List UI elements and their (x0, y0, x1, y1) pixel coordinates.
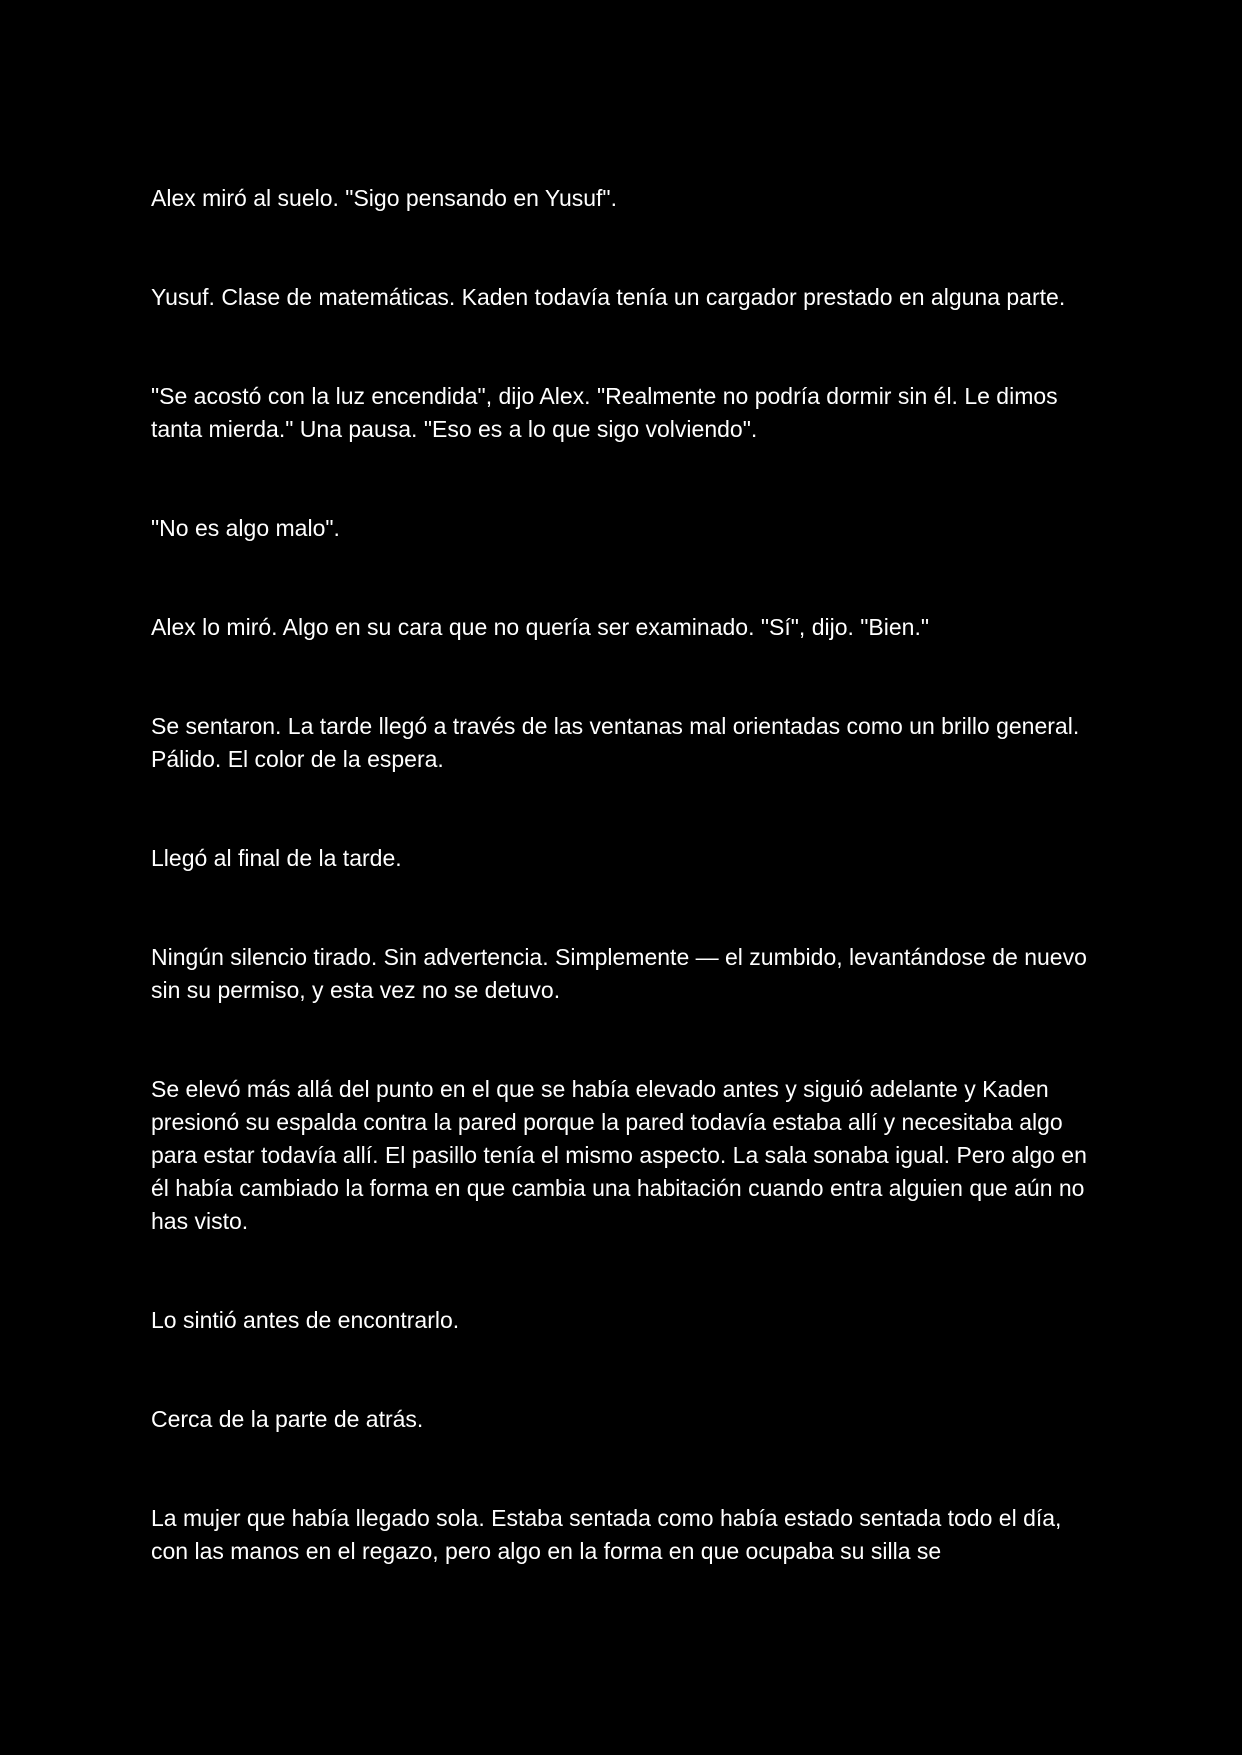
paragraph-7: Llegó al final de la tarde. (151, 845, 402, 871)
paragraph-9: Se elevó más allá del punto en el que se había elevado antes y siguió adelante y Kaden presionó su espalda contra la pared porque la pared todavía estaba allí y necesitaba algo para estar todavía allí. El pasillo tenía el mismo aspecto. La sala sonaba igual. Pero algo en él había cambiado la forma en que cambia una habitación cuando entra alguien que aún no has visto. (151, 1076, 1087, 1234)
paragraph-12: La mujer que había llegado sola. Estaba sentada como había estado sentada todo el día, con las manos en el regazo, pero algo en la forma en que ocupaba su silla se (151, 1505, 1062, 1564)
paragraph-3: "Se acostó con la luz encendida", dijo Alex. "Realmente no podría dormir sin él. Le dimos tanta mierda." Una pausa. "Eso es a lo que sigo volviendo". (151, 383, 1058, 442)
document-page (151, 182, 1101, 1634)
paragraph-11: Cerca de la parte de atrás. (151, 1406, 424, 1432)
paragraph-1: Alex miró al suelo. "Sigo pensando en Yusuf". (151, 185, 617, 211)
paragraph-2: Yusuf. Clase de matemáticas. Kaden todavía tenía un cargador prestado en alguna parte. (151, 284, 1066, 310)
paragraph-5: Alex lo miró. Algo en su cara que no quería ser examinado. "Sí", dijo. "Bien." (151, 614, 930, 640)
paragraph-8: Ningún silencio tirado. Sin advertencia. Simplemente — el zumbido, levantándose de nuevo sin su permiso, y esta vez no se detuvo. (151, 944, 1087, 1003)
paragraph-10: Lo sintió antes de encontrarlo. (151, 1307, 460, 1333)
paragraph-6: Se sentaron. La tarde llegó a través de las ventanas mal orientadas como un brillo general. Pálido. El color de la espera. (151, 713, 1080, 772)
paragraph-4: "No es algo malo". (151, 515, 340, 541)
